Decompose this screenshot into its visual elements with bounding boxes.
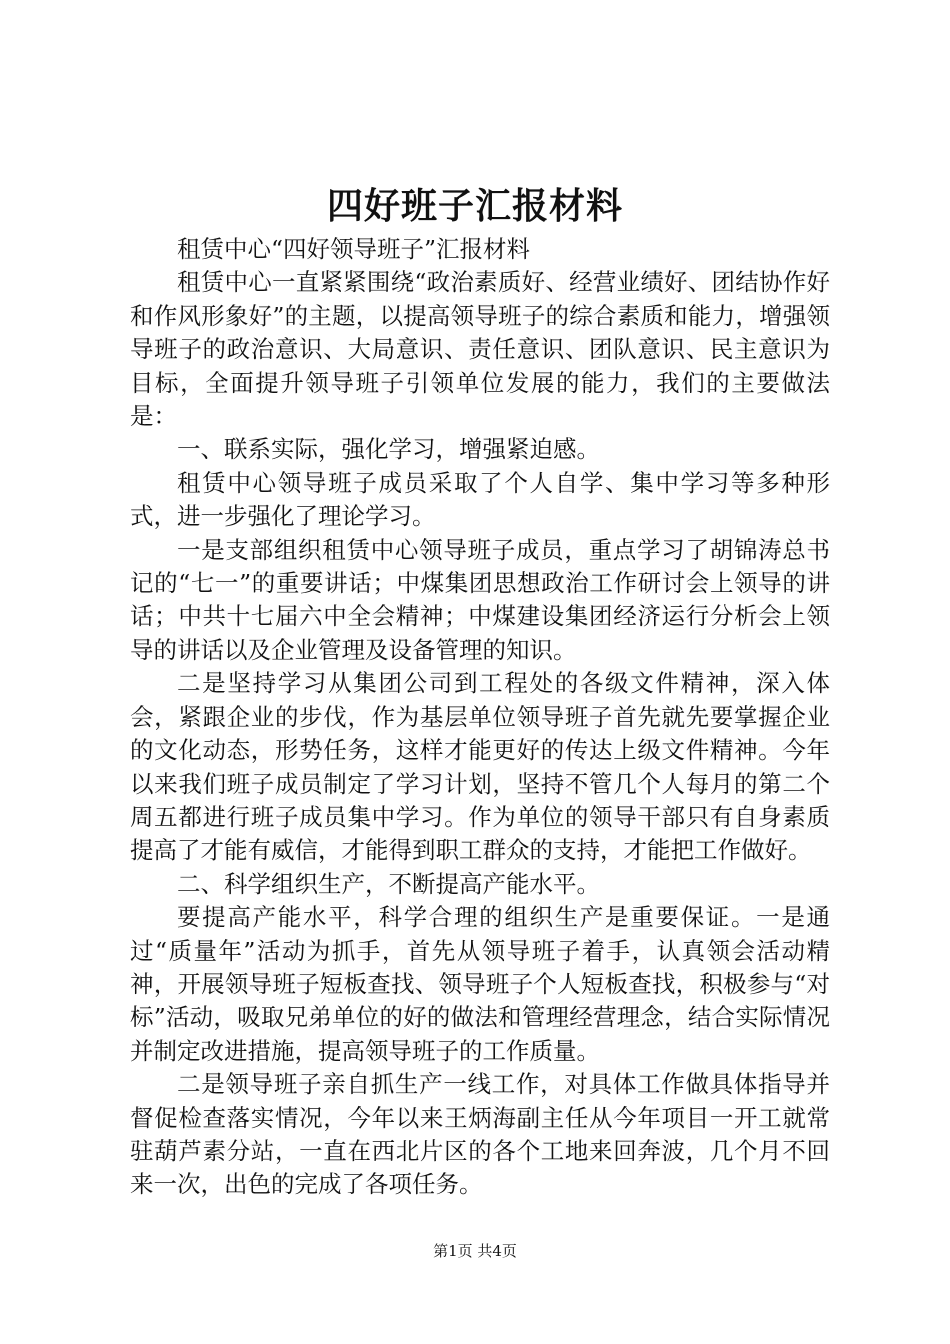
body-paragraph: 租赁中心领导班子成员采取了个人自学、集中学习等多种形式，进一步强化了理论学习。 (130, 468, 830, 531)
page-number-footer: 第1页 共4页 (433, 1242, 517, 1260)
subtitle-paragraph: 租赁中心“四好领导班子”汇报材料 (177, 235, 531, 263)
document-title: 四好班子汇报材料 (326, 185, 623, 227)
section-heading-1: 一、联系实际，强化学习，增强紧迫感。 (177, 435, 600, 464)
document-body (130, 233, 830, 1202)
intro-paragraph: 租赁中心一直紧紧围绕“政治素质好、经营业绩好、团结协作好和作风形象好”的主题，以提高领导班子的综合素质和能力，增强领导班子的政治意识、大局意识、责任意识、团队意识、民主意识为目标，全面提升领导班子引领单位发展的能力，我们的主要做法是： (130, 268, 830, 431)
body-paragraph: 要提高产能水平，科学合理的组织生产是重要保证。一是通过“质量年”活动为抓手，首先从领导班子着手，认真领会活动精神，开展领导班子短板查找、领导班子个人短板查找，积极参与“对标”活动，吸取兄弟单位的好的做法和管理经营理念，结合实际情况并制定改进措施，提高领导班子的工作质量。 (130, 903, 830, 1065)
section-heading-2: 二、科学组织生产，不断提高产能水平。 (177, 869, 600, 898)
body-paragraph: 二是坚持学习从集团公司到工程处的各级文件精神，深入体会，紧跟企业的步伐，作为基层单位领导班子首先就先要掌握企业的文化动态，形势任务，这样才能更好的传达上级文件精神。今年以来我们班子成员制定了学习计划，坚持不管几个人每月的第二个周五都进行班子成员集中学习。作为单位的领导干部只有自身素质提高了才能有威信，才能得到职工群众的支持，才能把工作做好。 (130, 669, 830, 865)
body-paragraph: 一是支部组织租赁中心领导班子成员，重点学习了胡锦涛总书记的“七一”的重要讲话；中煤集团思想政治工作研讨会上领导的讲话；中共十七届六中全会精神；中煤建设集团经济运行分析会上领导的讲话以及企业管理及设备管理的知识。 (130, 535, 830, 664)
body-paragraph: 二是领导班子亲自抓生产一线工作，对具体工作做具体指导并督促检查落实情况，今年以来王炳海副主任从今年项目一开工就常驻葫芦素分站，一直在西北片区的各个工地来回奔波，几个月不回来一次，出色的完成了各项任务。 (130, 1070, 830, 1199)
